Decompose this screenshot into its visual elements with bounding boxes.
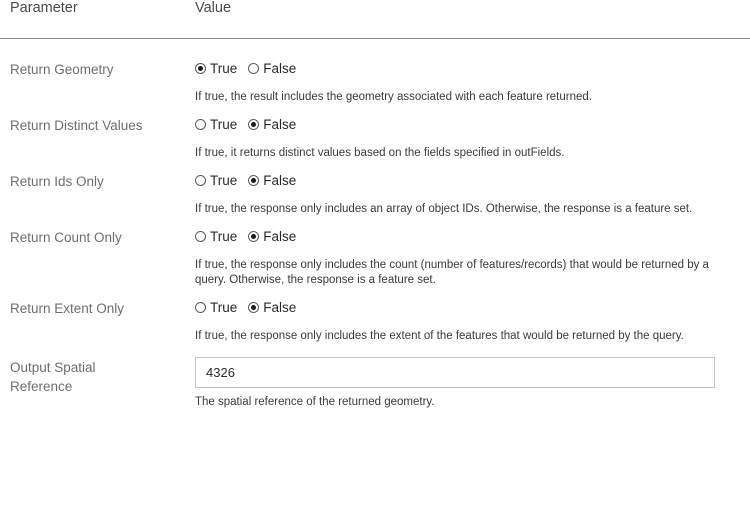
row-value-cell-output-spatial-reference: [195, 357, 750, 410]
param-label-return-extent-only: Return Extent Only: [10, 301, 125, 316]
radio-option-return-geometry-false[interactable]: [248, 62, 296, 76]
param-description-return-distinct-values: If true, it returns distinct values based on the fields specified in outFields.: [195, 147, 565, 159]
table-header-row: [0, 0, 750, 38]
radio-label-true: True: [210, 299, 238, 315]
row-label-cell-return-ids-only: [0, 171, 195, 191]
radio-button-icon[interactable]: [248, 231, 259, 242]
radio-option-return-count-only-true[interactable]: [195, 230, 237, 244]
radio-option-return-extent-only-false[interactable]: [248, 301, 296, 315]
parameter-rows: [0, 39, 750, 410]
param-description-return-extent-only: If true, the response only includes the extent of the features that would be returned by the query.: [195, 330, 684, 342]
row-label-cell-return-extent-only: [0, 298, 195, 318]
param-label-return-count-only: Return Count Only: [10, 230, 122, 245]
radio-label-true: True: [210, 172, 238, 188]
table-row: [0, 227, 750, 288]
output-spatial-reference-input[interactable]: [195, 357, 715, 388]
radio-button-icon[interactable]: [248, 302, 259, 313]
table-row: [0, 115, 750, 161]
radio-button-icon[interactable]: [195, 302, 206, 313]
param-label-return-distinct-values: Return Distinct Values: [10, 118, 143, 133]
header-cell-value: [195, 0, 750, 17]
radio-button-icon[interactable]: [195, 175, 206, 186]
row-label-cell-return-geometry: [0, 59, 195, 79]
radio-group-return-count-only: [195, 227, 732, 246]
radio-label-false: False: [263, 299, 297, 315]
radio-button-icon[interactable]: [248, 119, 259, 130]
row-value-cell-return-count-only: [195, 227, 750, 288]
radio-button-icon[interactable]: [248, 175, 259, 186]
radio-option-return-ids-only-true[interactable]: [195, 174, 237, 188]
radio-group-return-ids-only: [195, 171, 732, 190]
table-row: [0, 298, 750, 344]
param-description-return-ids-only: If true, the response only includes an array of object IDs. Otherwise, the response is a feature set.: [195, 203, 693, 215]
radio-group-return-extent-only: [195, 298, 732, 317]
param-label-line-1: Output Spatial: [10, 360, 96, 375]
row-value-cell-return-geometry: [195, 59, 750, 105]
row-value-cell-return-ids-only: [195, 171, 750, 217]
row-label-cell-return-distinct-values: [0, 115, 195, 135]
param-label-return-geometry: Return Geometry: [10, 62, 114, 77]
radio-label-true: True: [210, 116, 238, 132]
radio-label-false: False: [263, 172, 297, 188]
radio-option-return-distinct-values-false[interactable]: [248, 118, 296, 132]
row-value-cell-return-extent-only: [195, 298, 750, 344]
radio-button-icon[interactable]: [195, 231, 206, 242]
radio-label-false: False: [263, 228, 297, 244]
param-description-return-count-only: If true, the response only includes the count (number of features/records) that would be returned by a query. Otherwise, the response is a feature set.: [195, 259, 709, 286]
radio-option-return-geometry-true[interactable]: [195, 62, 237, 76]
header-label-parameter: Parameter: [10, 0, 78, 16]
radio-label-false: False: [263, 116, 297, 132]
radio-button-icon[interactable]: [195, 119, 206, 130]
radio-group-return-distinct-values: [195, 115, 732, 134]
radio-option-return-ids-only-false[interactable]: [248, 174, 296, 188]
radio-option-return-distinct-values-true[interactable]: [195, 118, 237, 132]
param-label-output-spatial-reference: [10, 357, 195, 396]
header-label-value: Value: [195, 0, 232, 16]
radio-button-icon[interactable]: [195, 63, 206, 74]
radio-option-return-count-only-false[interactable]: [248, 230, 296, 244]
param-label-return-ids-only: Return Ids Only: [10, 174, 104, 189]
row-value-cell-return-distinct-values: [195, 115, 750, 161]
radio-label-true: True: [210, 60, 238, 76]
param-description-output-spatial-reference: The spatial reference of the returned geometry.: [195, 396, 435, 408]
table-row: [0, 171, 750, 217]
header-cell-parameter: [0, 0, 195, 17]
radio-button-icon[interactable]: [248, 63, 259, 74]
table-row: [0, 357, 750, 410]
row-label-cell-output-spatial-reference: [0, 357, 195, 396]
radio-label-true: True: [210, 228, 238, 244]
radio-label-false: False: [263, 60, 297, 76]
radio-option-return-extent-only-true[interactable]: [195, 301, 237, 315]
radio-group-return-geometry: [195, 59, 732, 78]
param-label-line-2: Reference: [10, 379, 73, 394]
row-label-cell-return-count-only: [0, 227, 195, 247]
param-description-return-geometry: If true, the result includes the geometry associated with each feature returned.: [195, 91, 592, 103]
table-row: [0, 59, 750, 105]
